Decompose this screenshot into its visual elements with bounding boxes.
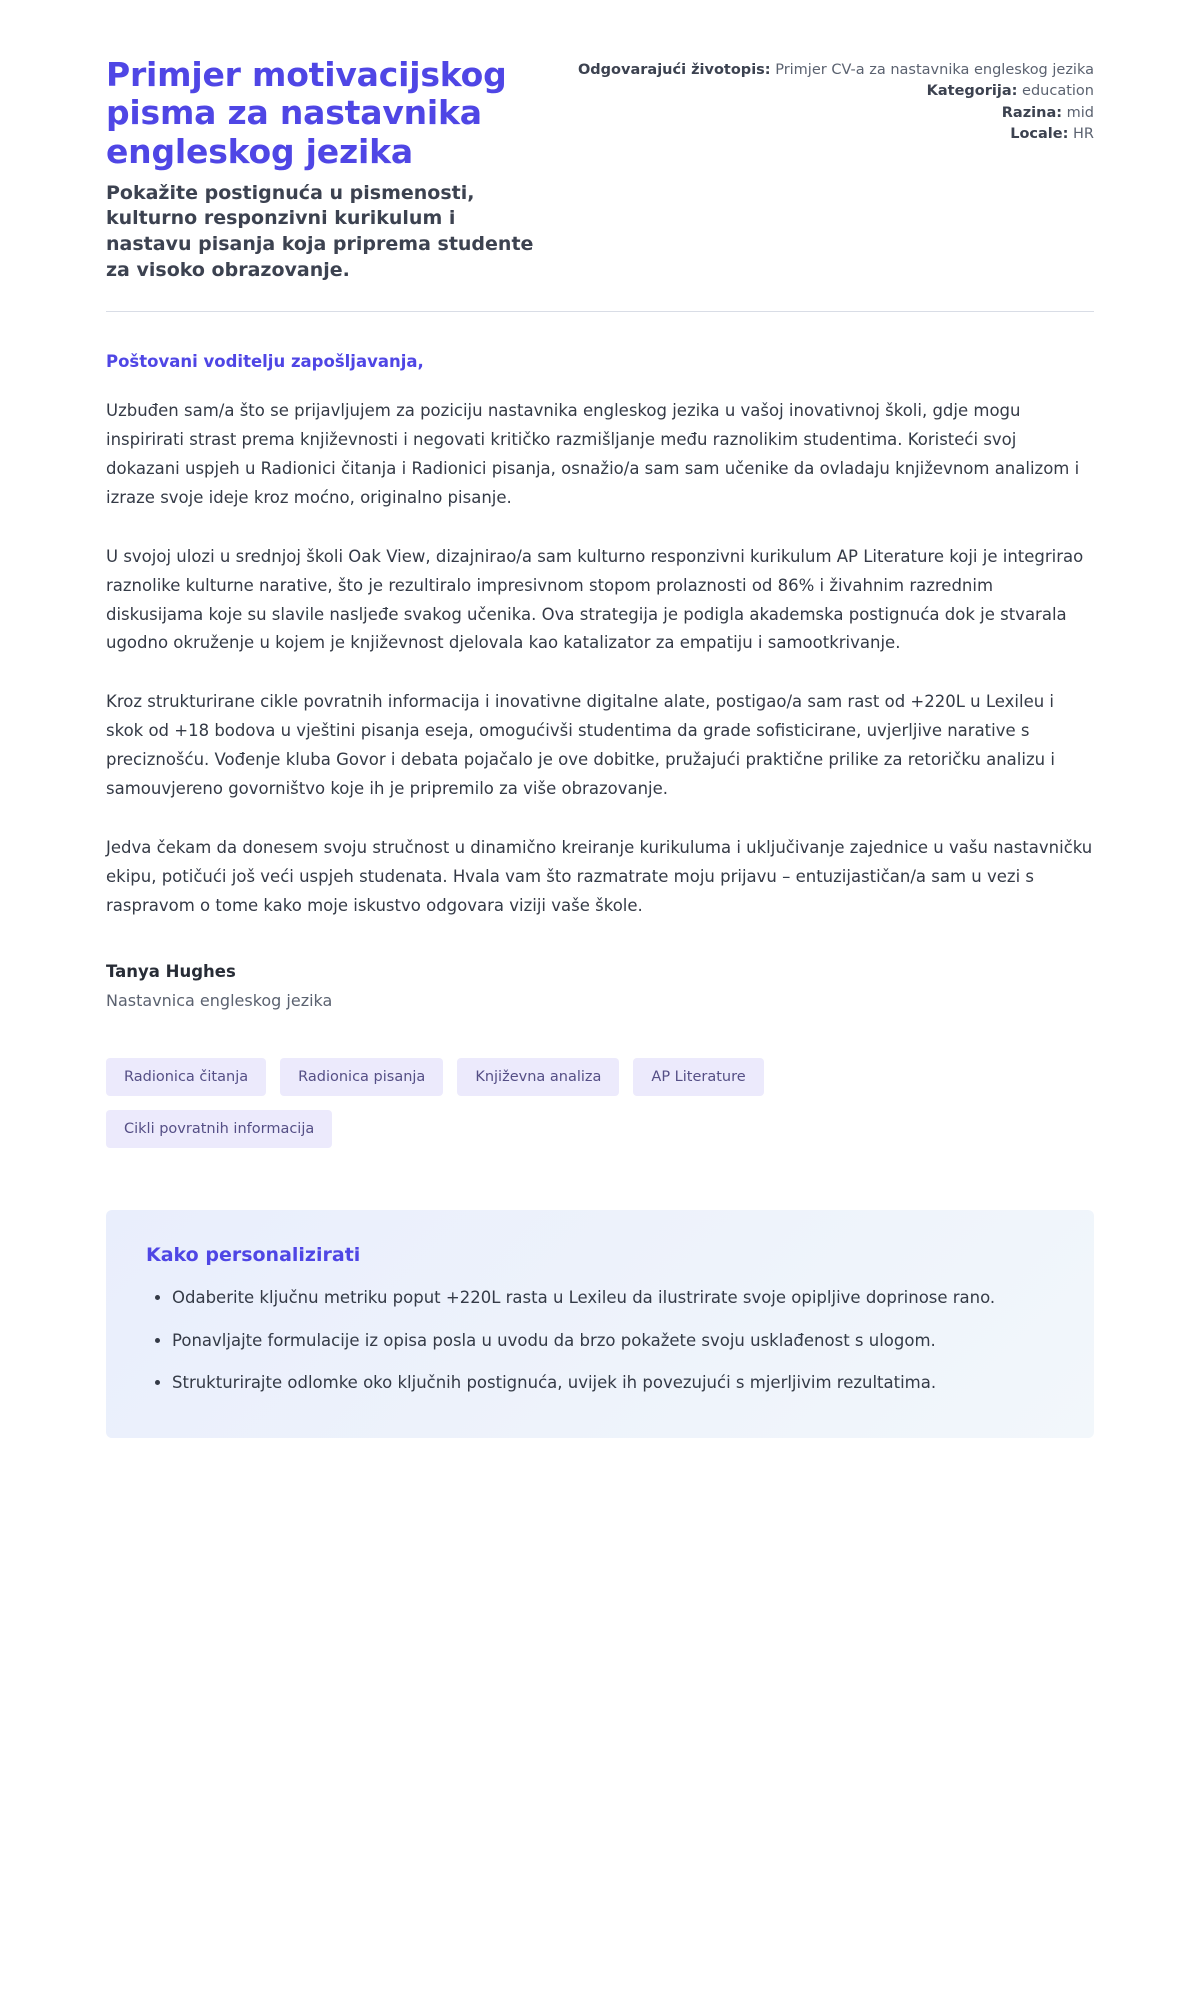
letter-paragraph: U svojoj ulozi u srednjoj školi Oak View, dizajnirao/a sam kulturno responzivni kurikulum AP Literature koji je integrirao raznolike kulturne narative, što je rezultiralo impresivnom stopom prolaznosti od 86% i živahnim razrednim diskusijama koje su slavile nasljeđe svakog učenika. Ova strategija je podigla akademska postignuća dok je stvarala ugodno okruženje u kojem je književnost djelovala kao katalizator za empatiju i samootkrivanje. (106, 546, 1084, 653)
callout-list-item: • Ponavljajte formulacije iz opisa posla u uvodu da brzo pokažete svoju usklađenost s ulogom. (172, 1327, 1054, 1355)
meta-level (578, 103, 1094, 124)
letter-salutation: Poštovani voditelju zapošljavanja, (106, 352, 424, 372)
letter-paragraph: Kroz strukturirane cikle povratnih informacija i inovativne digitalne alate, postigao/a sam rast od +220L u Lexileu i skok od +18 bodova u vještini pisanja eseja, omogućivši studentima da grade sofisticirane, uvjerljive narative s preciznošću. Vođenje kluba Govor i debata pojačalo je ove dobitke, pružajući praktične prilike za retoričku analizu i samouvjereno govorništvo koje ih je pripremilo za više obrazovanje. (106, 692, 1055, 798)
skill-tag[interactable]: Radionica pisanja (280, 1058, 443, 1096)
cover-letter-body (106, 312, 1094, 1010)
skill-tag-list (106, 1058, 806, 1148)
meta-category-label: Kategorija: (926, 83, 1018, 100)
meta-category (578, 81, 1094, 102)
personalization-callout (106, 1210, 1094, 1437)
meta-category-value: education (1022, 83, 1094, 100)
meta-resume (578, 60, 1094, 81)
skill-tag[interactable]: Književna analiza (457, 1058, 619, 1096)
meta-level-label: Razina: (1001, 104, 1063, 121)
callout-list-item: • Strukturirajte odlomke oko ključnih postignuća, uvijek ih povezujući s mjerljivim rezultatima. (172, 1369, 1054, 1397)
skill-tag[interactable]: AP Literature (633, 1058, 763, 1096)
letter-paragraph: Uzbuđen sam/a što se prijavljujem za poziciju nastavnika engleskog jezika u vašoj inovativnoj školi, gdje mogu inspirirati strast prema književnosti i negovati kritičko razmišljanje među raznolikim studentima. Koristeći svoj dokazani uspjeh u Radionici čitanja i Radionici pisanja, osnažio/a sam sam učenike da ovladaju književnom analizom i izraze svoje ideje kroz moćno, originalno pisanje. (106, 401, 1080, 507)
signature-block (106, 962, 1094, 1010)
page-subtitle: Pokažite postignuća u pismenosti, kulturno responzivni kurikulum i nastavu pisanja koja priprema studente za visoko obrazovanje. (106, 181, 534, 281)
callout-list-item: • Odaberite ključnu metriku poput +220L rasta u Lexileu da ilustrirate svoje opipljive doprinose rano. (172, 1284, 1054, 1312)
meta-locale (578, 124, 1094, 145)
meta-locale-value: HR (1073, 126, 1094, 143)
letter-paragraph: Jedva čekam da donesem svoju stručnost u dinamično kreiranje kurikuluma i uključivanje zajednice u vašu nastavničku ekipu, potičući još veći uspjeh studenata. Hvala vam što razmatrate moju prijavu – entuzijastičan/a sam u vezi s raspravom o tome kako moje iskustvo odgovara viziji vaše škole. (106, 837, 1093, 915)
signature-role: Nastavnica engleskog jezika (106, 991, 333, 1011)
meta-level-value: mid (1066, 104, 1094, 121)
callout-title: Kako personalizirati (146, 1244, 361, 1267)
meta-resume-value: Primjer CV-a za nastavnika engleskog jezika (775, 62, 1094, 78)
page-title: Primjer motivacijskog pisma za nastavnika engleskog jezika (106, 55, 507, 171)
skill-tag[interactable]: Radionica čitanja (106, 1058, 266, 1096)
signature-name: Tanya Hughes (106, 962, 236, 982)
meta-resume-label: Odgovarajući životopis: (577, 62, 771, 78)
document-metadata (578, 56, 1094, 146)
skill-tag[interactable]: Cikli povratnih informacija (106, 1110, 332, 1148)
header-title-block (106, 56, 538, 283)
callout-list (146, 1284, 1054, 1397)
meta-locale-label: Locale: (1010, 126, 1069, 143)
document-header (106, 56, 1094, 312)
